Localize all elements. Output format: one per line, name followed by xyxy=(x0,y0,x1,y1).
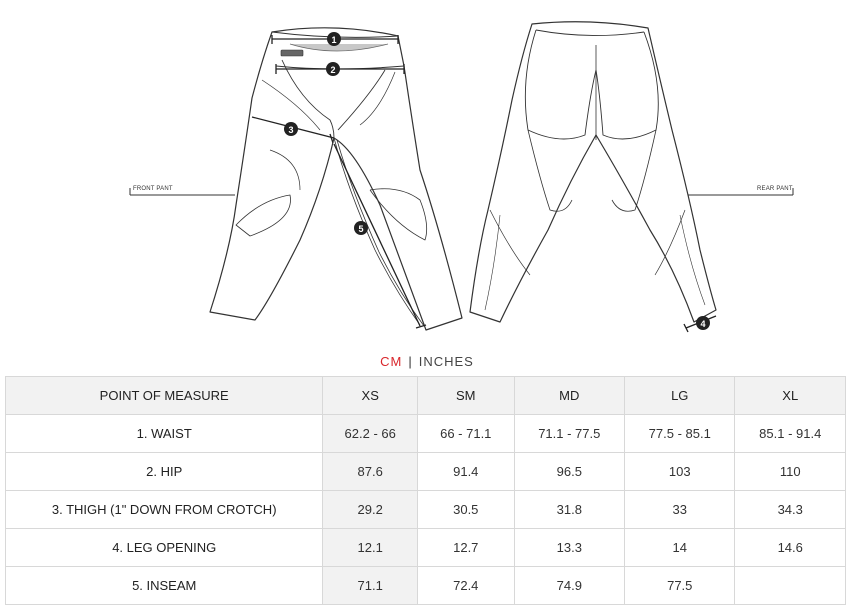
svg-text:3: 3 xyxy=(288,125,294,135)
header-xl: XL xyxy=(735,377,846,415)
header-sm: SM xyxy=(417,377,514,415)
table-row xyxy=(6,529,846,567)
table-row xyxy=(6,567,846,605)
table-cell: 12.1 xyxy=(323,529,418,567)
table-cell: 14 xyxy=(625,529,735,567)
unit-separator: | xyxy=(408,354,413,369)
header-point-of-measure: POINT OF MEASURE xyxy=(6,377,323,415)
header-md: MD xyxy=(514,377,624,415)
row-label-inseam: 5. INSEAM xyxy=(6,567,323,605)
row-label-waist: 1. WAIST xyxy=(6,415,323,453)
size-chart-table xyxy=(5,376,846,605)
table-cell: 74.9 xyxy=(514,567,624,605)
table-cell: 66 - 71.1 xyxy=(417,415,514,453)
table-row xyxy=(6,453,846,491)
svg-text:4: 4 xyxy=(700,319,706,329)
unit-inches-button[interactable]: INCHES xyxy=(418,354,474,369)
measure-marker-4 xyxy=(696,316,710,330)
row-label-leg-opening: 4. LEG OPENING xyxy=(6,529,323,567)
table-cell: 72.4 xyxy=(417,567,514,605)
table-cell: 110 xyxy=(735,453,846,491)
table-cell xyxy=(735,567,846,605)
rear-pant-label: REAR PANT xyxy=(757,186,793,192)
table-cell: 87.6 xyxy=(323,453,418,491)
rear-pant-drawing xyxy=(470,22,716,322)
table-cell: 77.5 xyxy=(625,567,735,605)
row-label-thigh: 3. THIGH (1" DOWN FROM CROTCH) xyxy=(6,491,323,529)
table-cell: 85.1 - 91.4 xyxy=(735,415,846,453)
table-cell: 30.5 xyxy=(417,491,514,529)
row-label-hip: 2. HIP xyxy=(6,453,323,491)
measure-marker-2 xyxy=(326,62,340,76)
front-pant-label: FRONT PANT xyxy=(133,186,173,192)
table-cell: 31.8 xyxy=(514,491,624,529)
table-cell: 77.5 - 85.1 xyxy=(625,415,735,453)
table-cell: 91.4 xyxy=(417,453,514,491)
table-cell: 62.2 - 66 xyxy=(323,415,418,453)
unit-toggle xyxy=(0,354,854,369)
svg-text:5: 5 xyxy=(358,224,364,234)
measure-marker-3 xyxy=(284,122,298,136)
table-row xyxy=(6,491,846,529)
table-cell: 34.3 xyxy=(735,491,846,529)
svg-text:2: 2 xyxy=(330,65,336,75)
table-cell: 71.1 xyxy=(323,567,418,605)
table-cell: 33 xyxy=(625,491,735,529)
measure-marker-5 xyxy=(354,221,368,235)
table-cell: 14.6 xyxy=(735,529,846,567)
table-header-row xyxy=(6,377,846,415)
table-cell: 103 xyxy=(625,453,735,491)
table-cell: 12.7 xyxy=(417,529,514,567)
measure-marker-1 xyxy=(327,32,341,46)
unit-cm-button[interactable]: CM xyxy=(380,354,403,369)
table-cell: 29.2 xyxy=(323,491,418,529)
table-cell: 96.5 xyxy=(514,453,624,491)
svg-text:1: 1 xyxy=(331,35,337,45)
header-lg: LG xyxy=(625,377,735,415)
table-row xyxy=(6,415,846,453)
table-cell: 71.1 - 77.5 xyxy=(514,415,624,453)
table-cell: 13.3 xyxy=(514,529,624,567)
header-xs: XS xyxy=(323,377,418,415)
